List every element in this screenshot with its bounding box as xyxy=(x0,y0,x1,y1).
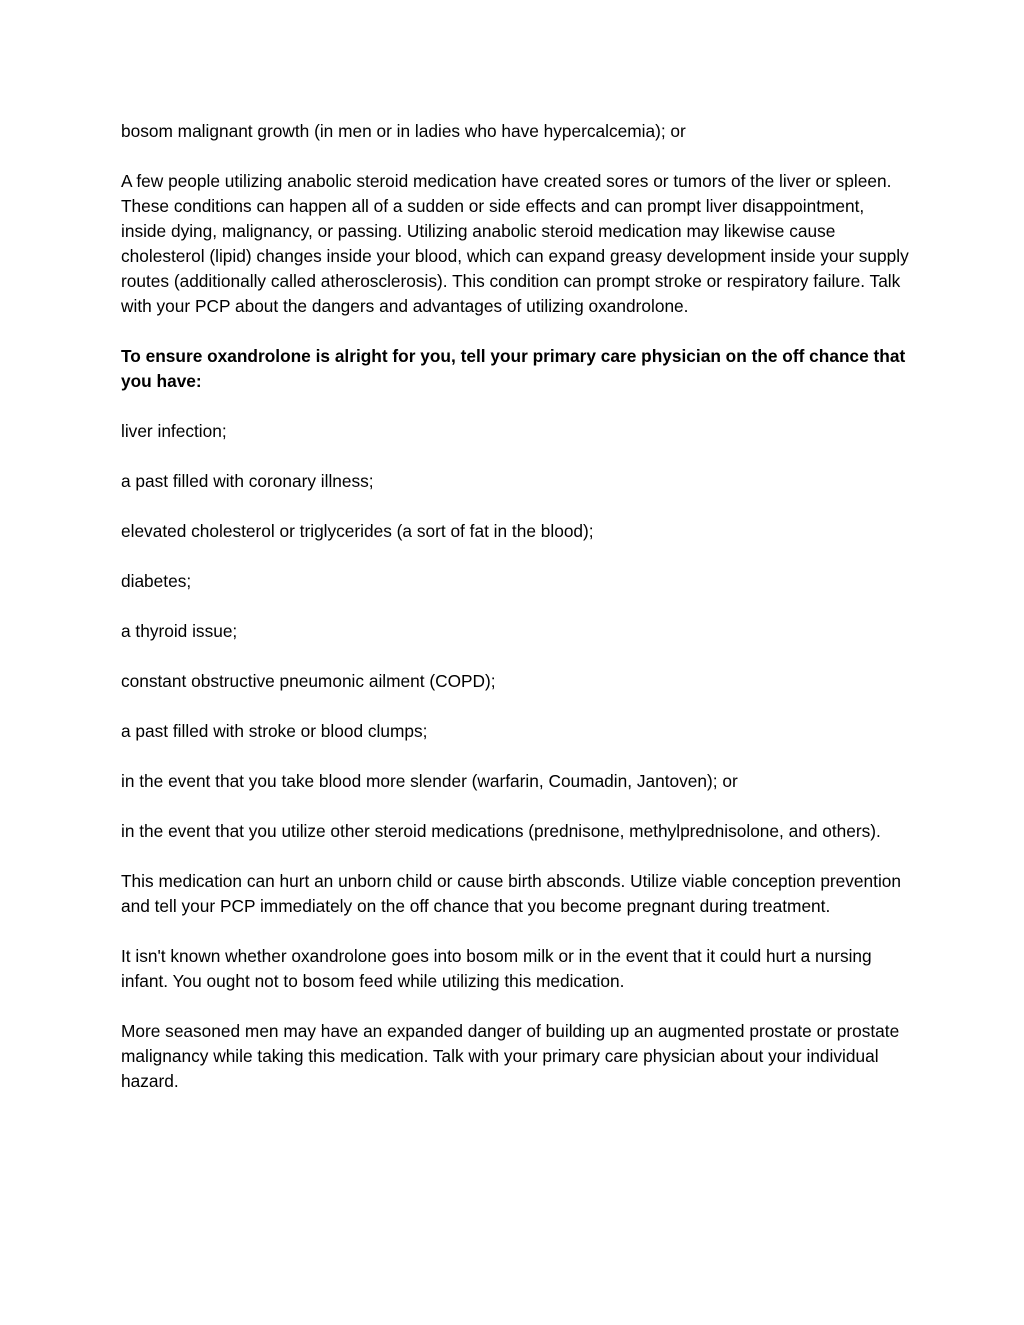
list-item-thyroid: a thyroid issue; xyxy=(121,621,238,641)
paragraph-liver-tumors-warning: A few people utilizing anabolic steroid medication have created sores or tumors of the liver or spleen. These conditions can happen all of a sudden or side effects and can prompt liver disappointment, inside dying, malignancy, or passing. Utilizing anabolic steroid medication may likewise cause cholesterol (lipid) changes inside your blood, which can expand greasy development inside your supply routes (additionally called atherosclerosis). This condition can prompt stroke or respiratory failure. Talk with your PCP about the dangers and advantages of utilizing oxandrolone. xyxy=(121,171,909,316)
list-item-copd: constant obstructive pneumonic ailment (COPD); xyxy=(121,671,496,691)
paragraph-pregnancy-warning: This medication can hurt an unborn child or cause birth absconds. Utilize viable conception prevention and tell your PCP immediately on the off chance that you become pregnant during treatment. xyxy=(121,871,902,916)
document-page xyxy=(121,119,911,1119)
list-item-cholesterol: elevated cholesterol or triglycerides (a sort of fat in the blood); xyxy=(121,521,594,541)
list-item-liver-infection: liver infection; xyxy=(121,421,227,441)
paragraph-breastfeeding-warning: It isn't known whether oxandrolone goes into bosom milk or in the event that it could hurt a nursing infant. You ought not to bosom feed while utilizing this medication. xyxy=(121,946,872,991)
list-item-diabetes: diabetes; xyxy=(121,571,192,591)
list-item-coronary-illness: a past filled with coronary illness; xyxy=(121,471,374,491)
list-item-other-steroids: in the event that you utilize other steroid medications (prednisone, methylprednisolone, and others). xyxy=(121,821,881,841)
heading-tell-your-doctor: To ensure oxandrolone is alright for you, tell your primary care physician on the off chance that you have: xyxy=(121,346,906,391)
paragraph-prostate-warning: More seasoned men may have an expanded danger of building up an augmented prostate or prostate malignancy while taking this medication. Talk with your primary care physician about your individual hazard. xyxy=(121,1021,900,1091)
paragraph-breast-cancer: bosom malignant growth (in men or in ladies who have hypercalcemia); or xyxy=(121,121,686,141)
list-item-blood-thinner: in the event that you take blood more slender (warfarin, Coumadin, Jantoven); or xyxy=(121,771,738,791)
list-item-stroke-clots: a past filled with stroke or blood clumps; xyxy=(121,721,428,741)
